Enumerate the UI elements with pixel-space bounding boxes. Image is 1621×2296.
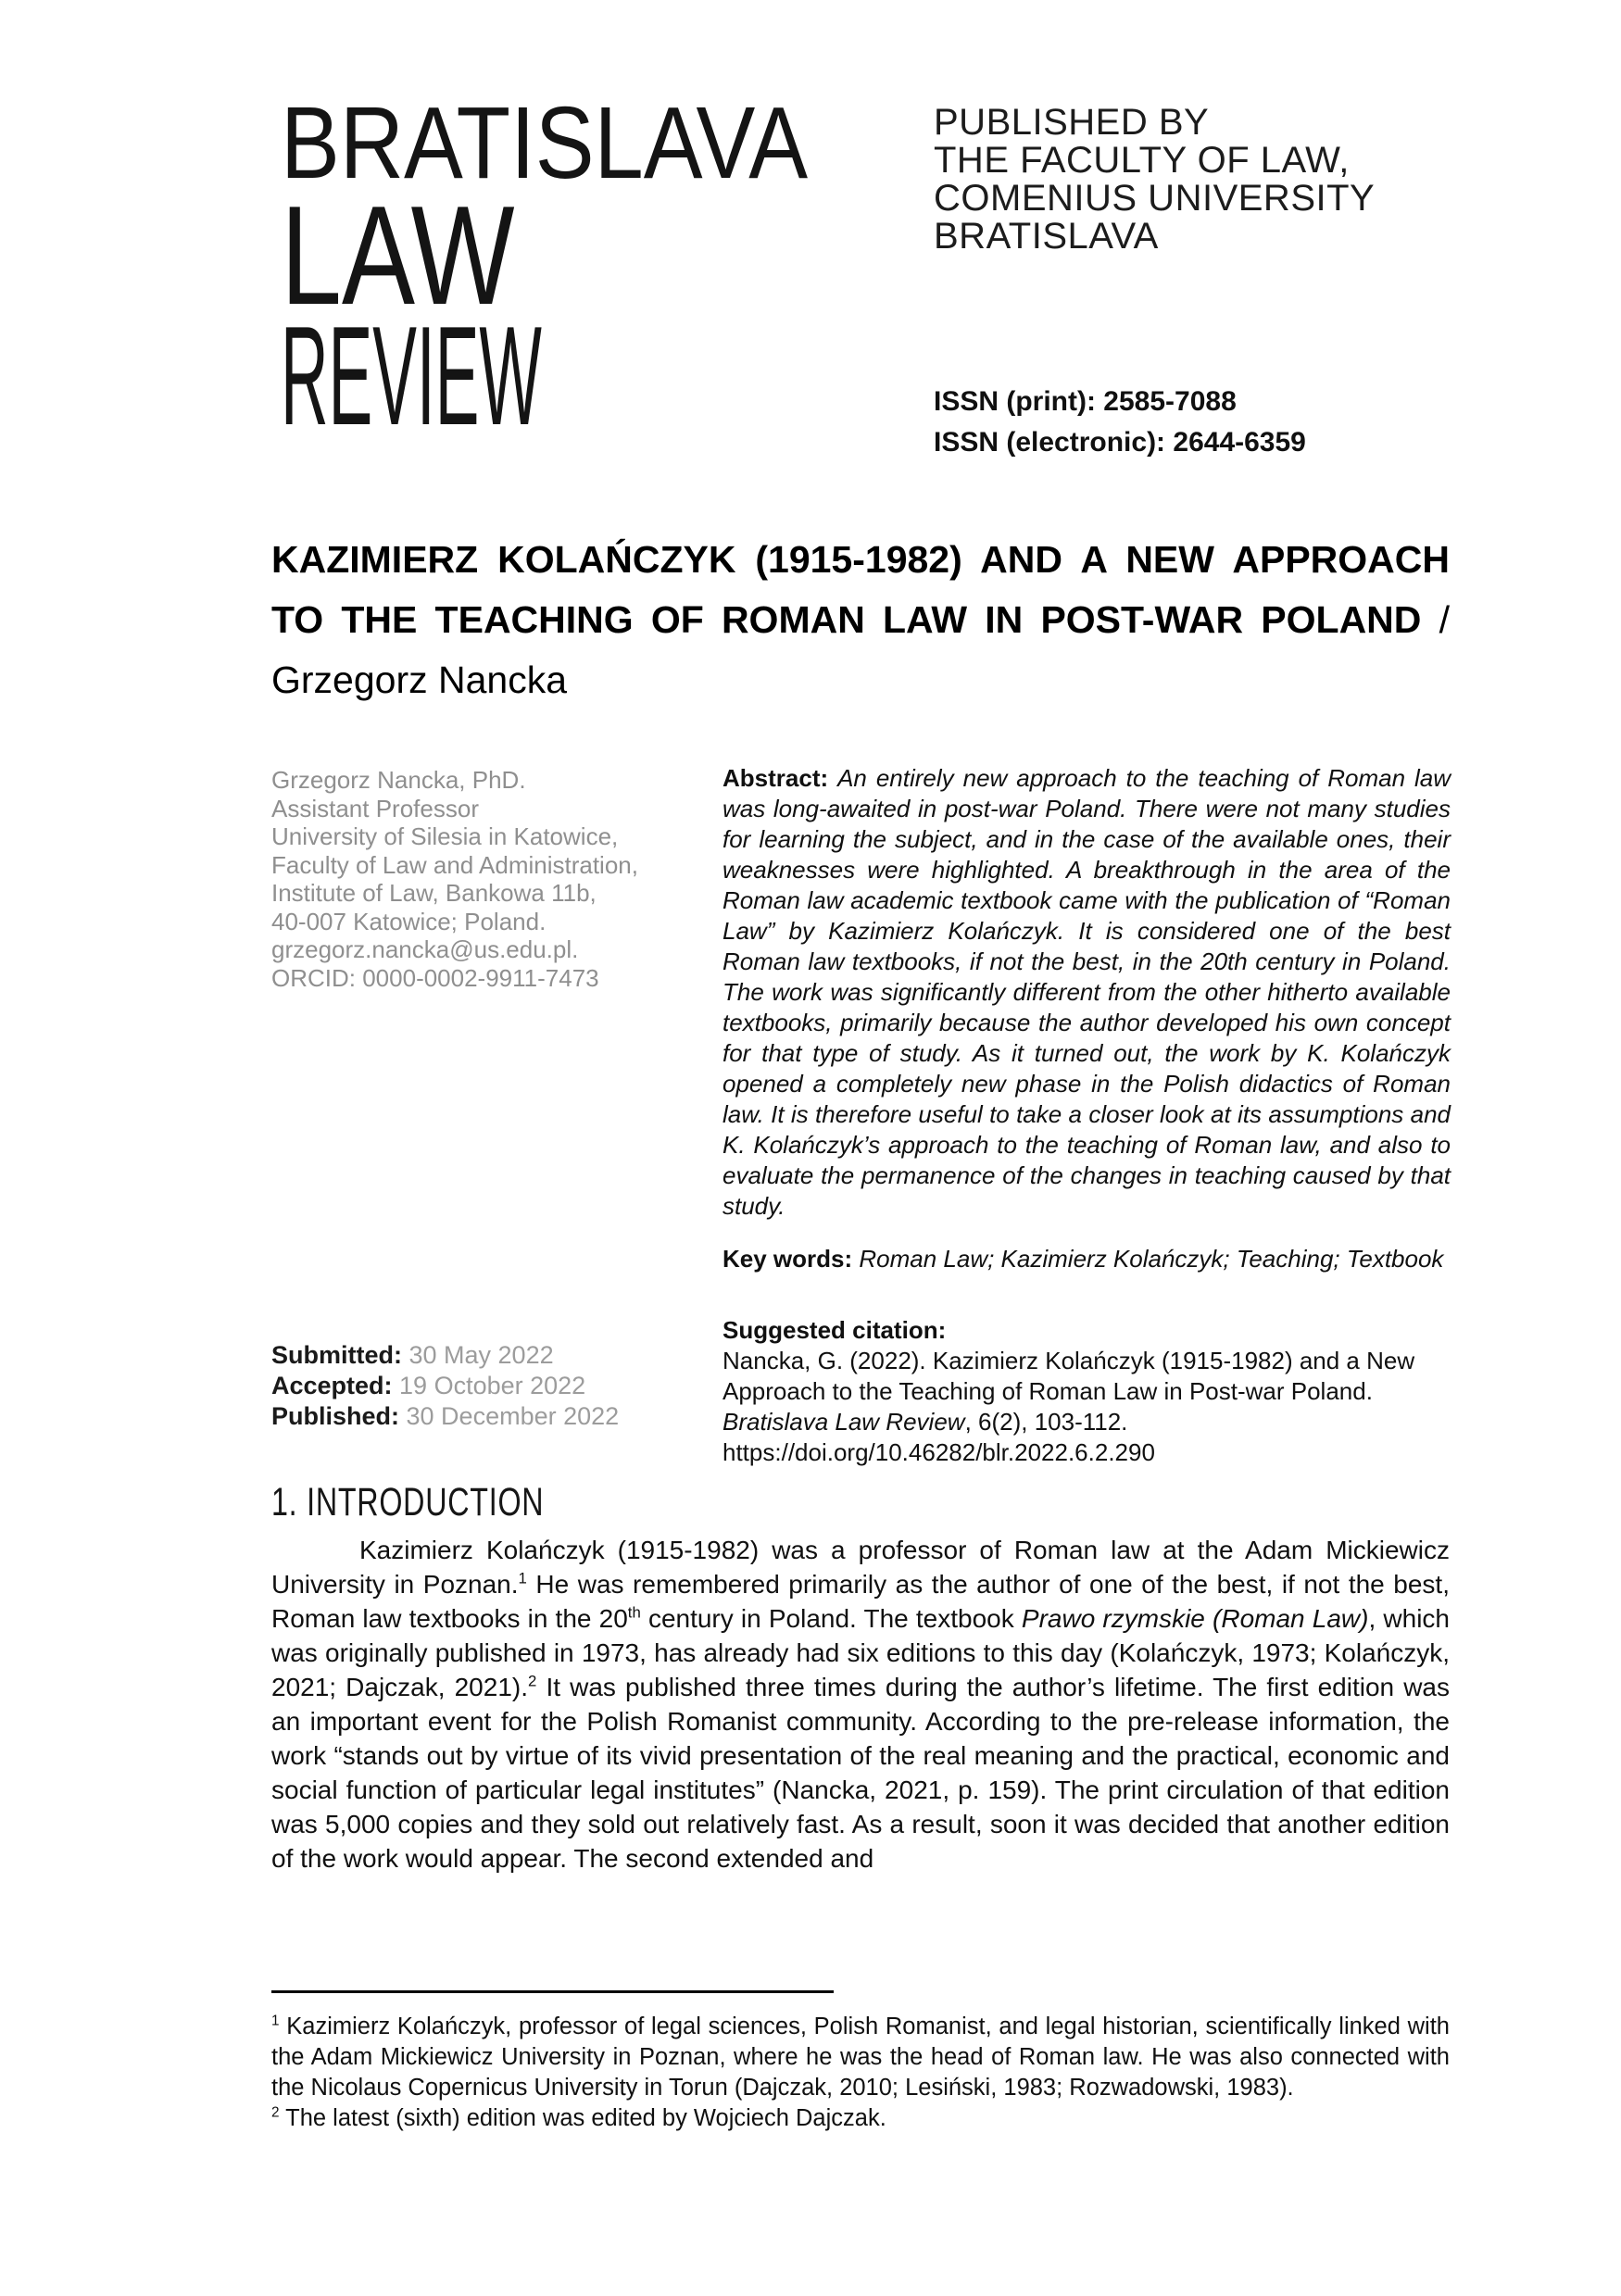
footnote-2: $^2$ The latest (sixth) edition was edited by Wojciech Dajczak. <box>271 2104 886 2131</box>
intro-paragraph: Kazimierz Kolańczyk (1915-1982) was a professor of Roman law at the Adam Mickiewicz University in Poznan.$^1$ He was remembered primarily as the author of one of the best, if not the best, Roman law textbooks in the 20th century in Poland. The textbook Prawo rzymskie (Roman Law), which was originally published in 1973, has already had six editions to this day (Kolańczyk, 1973; Kolańczyk, 2021; Dajczak, 2021).$^2$ It was published three times during the author’s lifetime. The first edition was an important event for the Polish Romanist community. According to the pre-release information, the work “stands out by virtue of its vivid presentation of the real meaning and the practical, economic and social function of particular legal institutes” (Nancka, 2021, p. 159). The print circulation of that edition was 5,000 copies and they sold out relatively fast. As a result, soon it was decided that another edition of the work would appear. The second extended and <box>271 1536 1450 1873</box>
author-email: grzegorz.nancka@us.edu.pl. <box>271 935 579 963</box>
footnotes-block <box>271 2012 1450 2134</box>
author-affiliation-line: 40-007 Katowice; Poland. <box>271 907 547 935</box>
dates-block <box>271 1340 619 1432</box>
publisher-line: PUBLISHED BY <box>934 102 1210 143</box>
date-row-submitted <box>271 1340 619 1371</box>
date-label: Submitted: <box>271 1341 402 1369</box>
issn-block <box>934 382 1306 463</box>
keywords: Key words: Roman Law; Kazimierz Kolańczyk; Teaching; Textbook <box>723 1245 1444 1273</box>
citation-text: Nancka, G. (2022). Kazimierz Kolańczyk (1915-1982) and a New Approach to the Teaching of Roman Law in Post-war Poland. Bratislava Law Review, 6(2), 103-112. https://doi.org/10.46282/blr.2022.6.2.290 <box>723 1347 1415 1466</box>
publisher-block <box>934 104 1375 256</box>
footnote-separator <box>271 1990 834 1993</box>
author-affiliation-line: Institute of Law, Bankowa 11b, <box>271 879 597 907</box>
author-name: Grzegorz Nancka, PhD. <box>271 766 526 794</box>
journal-logo-line-3: REVIEW <box>281 297 542 455</box>
abstract: Abstract: An entirely new approach to the teaching of Roman law was long-awaited in post-war Poland. There were not many studies for learning the subject, and in the case of the available ones, their weaknesses were highlighted. A breakthrough in the area of the Roman law academic textbook came with the publication of “Roman Law” by Kazimierz Kolańczyk. It is considered one of the best Roman law textbooks, if not the best, in the 20th century in Poland. The work was significantly different from the other hitherto available textbooks, primarily because the author developed his own concept for that type of study. As it turned out, the work by K. Kolańczyk opened a completely new phase in the Polish didactics of Roman law. It is therefore useful to take a closer look at its assumptions and K. Kolańczyk’s approach to the teaching of Roman law, and also to evaluate the permanence of the changes in teaching caused by that study. <box>723 764 1451 1220</box>
author-orcid: ORCID: 0000-0002-9911-7473 <box>271 963 599 992</box>
author-affiliation-line: University of Silesia in Katowice, <box>271 822 619 850</box>
date-value: 19 October 2022 <box>392 1372 586 1399</box>
issn-electronic-line: ISSN (electronic): 2644-6359 <box>934 427 1306 458</box>
issn-print-line: ISSN (print): 2585-7088 <box>934 386 1237 417</box>
date-row-accepted <box>271 1371 619 1401</box>
suggested-citation <box>723 1315 1451 1468</box>
article-meta-column <box>723 763 1451 1468</box>
date-value: 30 May 2022 <box>402 1341 554 1369</box>
citation-heading: Suggested citation: <box>723 1316 947 1344</box>
date-row-published <box>271 1401 619 1432</box>
publisher-line: BRATISLAVA <box>934 216 1159 257</box>
publisher-line: THE FACULTY OF LAW, <box>934 140 1350 181</box>
section-heading-introduction: 1. INTRODUCTION <box>271 1480 545 1524</box>
date-label: Accepted: <box>271 1372 393 1399</box>
author-position: Assistant Professor <box>271 794 479 822</box>
author-affiliation-line: Faculty of Law and Administration, <box>271 850 638 879</box>
footnote-1: $^1$ Kazimierz Kolańczyk, professor of legal sciences, Polish Romanist, and legal historian, scientifically linked with the Adam Mickiewicz University in Poznan, where he was the head of Roman law. He was also connected with the Nicolaus Copernicus University in Torun (Dajczak, 2010; Lesiński, 1983; Rozwadowski, 1983). <box>271 2013 1450 2101</box>
author-info-block <box>271 766 707 992</box>
publisher-line: COMENIUS UNIVERSITY <box>934 178 1376 219</box>
journal-logo-line-2: LAW <box>281 177 515 334</box>
date-value: 30 December 2022 <box>399 1402 620 1430</box>
date-label: Published: <box>271 1402 400 1430</box>
journal-logo-line-1: BRATISLAVA <box>281 86 809 200</box>
article-title: KAZIMIERZ KOLAŃCZYK (1915-1982) AND A NEW APPROACH TO THE TEACHING OF ROMAN LAW IN POST-WAR POLAND / Grzegorz Nancka <box>271 538 1450 701</box>
